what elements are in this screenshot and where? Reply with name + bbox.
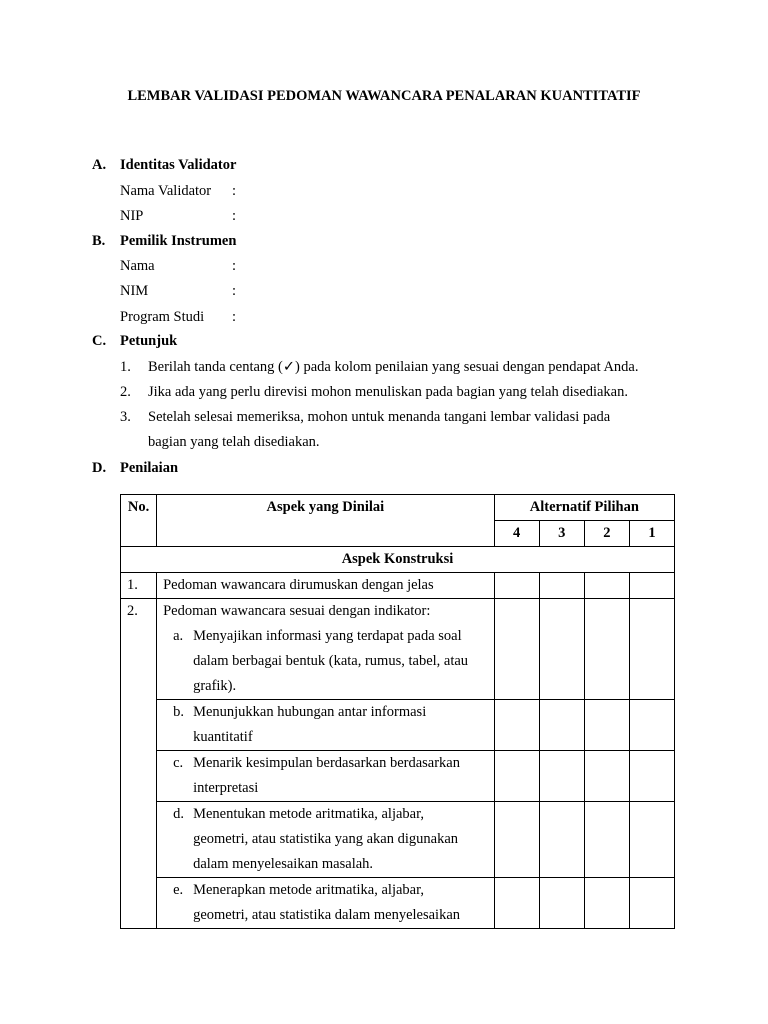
section-title: Penilaian bbox=[120, 460, 179, 476]
rating-cell-1[interactable] bbox=[629, 751, 674, 802]
rating-cell-4[interactable] bbox=[494, 700, 539, 751]
rating-cell-4[interactable] bbox=[494, 878, 539, 929]
sub-item-e bbox=[163, 878, 494, 928]
section-b-heading bbox=[92, 233, 236, 250]
rating-cell-2[interactable] bbox=[584, 751, 629, 802]
section-d-heading bbox=[92, 460, 178, 477]
table-row bbox=[121, 878, 675, 929]
row-number: 1. bbox=[121, 573, 157, 599]
instruction-number: 3. bbox=[120, 409, 131, 425]
sub-item-d bbox=[163, 802, 494, 877]
assessment-table bbox=[120, 494, 675, 929]
rating-cell-4[interactable] bbox=[494, 573, 539, 599]
sub-label: b. bbox=[173, 704, 184, 720]
table-header-row bbox=[121, 495, 675, 521]
rating-cell-2[interactable] bbox=[584, 878, 629, 929]
group-row bbox=[121, 547, 675, 573]
section-c-heading bbox=[92, 333, 177, 350]
row-aspect bbox=[157, 802, 495, 878]
row-aspect bbox=[157, 878, 495, 929]
sub-line: Menunjukkan hubungan antar informasi bbox=[193, 704, 427, 720]
rating-cell-1[interactable] bbox=[629, 599, 674, 700]
instruction-number: 1. bbox=[120, 359, 131, 375]
field-label: Nama Validator bbox=[120, 183, 212, 199]
section-title: Pemilik Instrumen bbox=[120, 233, 237, 249]
section-title: Identitas Validator bbox=[120, 157, 237, 173]
rating-cell-3[interactable] bbox=[539, 878, 584, 929]
sub-line: dalam berbagai bentuk (kata, rumus, tabel, atau bbox=[193, 653, 469, 669]
sub-line: interpretasi bbox=[193, 780, 259, 796]
instruction-text: Setelah selesai memeriksa, mohon untuk menanda tangani lembar validasi pada bbox=[148, 409, 611, 425]
row-aspect-intro: Pedoman wawancara sesuai dengan indikator: bbox=[163, 603, 431, 619]
option-2-header: 2 bbox=[584, 521, 629, 547]
sub-label: c. bbox=[173, 755, 184, 771]
field-nama-validator bbox=[120, 183, 236, 200]
field-label: NIM bbox=[120, 283, 149, 299]
instruction-number: 2. bbox=[120, 384, 131, 400]
rating-cell-3[interactable] bbox=[539, 700, 584, 751]
rating-cell-4[interactable] bbox=[494, 802, 539, 878]
field-program-studi bbox=[120, 309, 236, 326]
rating-cell-4[interactable] bbox=[494, 599, 539, 700]
sub-line: Menyajikan informasi yang terdapat pada soal bbox=[193, 628, 462, 644]
sub-line: Menentukan metode aritmatika, aljabar, bbox=[193, 806, 424, 822]
field-label: Program Studi bbox=[120, 309, 205, 325]
rating-cell-1[interactable] bbox=[629, 573, 674, 599]
sub-line: grafik). bbox=[193, 678, 237, 694]
group-title: Aspek Konstruksi bbox=[121, 547, 675, 573]
sub-label: d. bbox=[173, 806, 184, 822]
rating-cell-2[interactable] bbox=[584, 599, 629, 700]
page-title: LEMBAR VALIDASI PEDOMAN WAWANCARA PENALARAN KUANTITATIF bbox=[127, 88, 641, 104]
rating-cell-1[interactable] bbox=[629, 700, 674, 751]
sub-line: geometri, atau statistika dalam menyelesaikan bbox=[193, 907, 461, 923]
table-row bbox=[121, 599, 675, 700]
rating-cell-3[interactable] bbox=[539, 751, 584, 802]
sub-line: geometri, atau statistika yang akan digunakan bbox=[193, 831, 459, 847]
row-aspect bbox=[157, 751, 495, 802]
table-row bbox=[121, 751, 675, 802]
header-options: Alternatif Pilihan bbox=[494, 495, 674, 521]
sub-line: kuantitatif bbox=[193, 729, 253, 745]
sub-item-a bbox=[163, 624, 494, 699]
option-1-header: 1 bbox=[629, 521, 674, 547]
section-letter: D. bbox=[92, 460, 107, 476]
instruction-text: bagian yang telah disediakan. bbox=[148, 434, 320, 450]
sub-label: e. bbox=[173, 882, 184, 898]
field-colon: : bbox=[232, 258, 237, 274]
sub-line: Menarik kesimpulan berdasarkan berdasarkan bbox=[193, 755, 460, 771]
section-title: Petunjuk bbox=[120, 333, 178, 349]
sub-line: dalam menyelesaikan masalah. bbox=[193, 856, 374, 872]
option-4-header: 4 bbox=[494, 521, 539, 547]
rating-cell-1[interactable] bbox=[629, 878, 674, 929]
field-colon: : bbox=[232, 309, 237, 325]
row-aspect: Pedoman wawancara dirumuskan dengan jelas bbox=[157, 573, 495, 599]
field-colon: : bbox=[232, 208, 237, 224]
header-no: No. bbox=[121, 495, 157, 547]
field-label: Nama bbox=[120, 258, 155, 274]
sub-item-c bbox=[163, 751, 494, 801]
row-aspect bbox=[157, 599, 495, 700]
field-nip bbox=[120, 208, 236, 225]
rating-cell-3[interactable] bbox=[539, 802, 584, 878]
row-number: 2. bbox=[121, 599, 157, 929]
rating-cell-2[interactable] bbox=[584, 802, 629, 878]
rating-cell-1[interactable] bbox=[629, 802, 674, 878]
field-label: NIP bbox=[120, 208, 144, 224]
rating-cell-3[interactable] bbox=[539, 599, 584, 700]
rating-cell-2[interactable] bbox=[584, 700, 629, 751]
field-colon: : bbox=[232, 183, 237, 199]
rating-cell-4[interactable] bbox=[494, 751, 539, 802]
sub-item-b bbox=[163, 700, 494, 750]
header-aspect: Aspek yang Dinilai bbox=[157, 495, 495, 547]
field-nim bbox=[120, 283, 236, 300]
table-row bbox=[121, 573, 675, 599]
table-row bbox=[121, 700, 675, 751]
option-3-header: 3 bbox=[539, 521, 584, 547]
table-row bbox=[121, 802, 675, 878]
instruction-text: Jika ada yang perlu direvisi mohon menuliskan pada bagian yang telah disediakan. bbox=[148, 384, 628, 400]
section-a-heading bbox=[92, 157, 236, 174]
section-letter: C. bbox=[92, 333, 107, 349]
sub-line: Menerapkan metode aritmatika, aljabar, bbox=[193, 882, 424, 898]
sub-label: a. bbox=[173, 628, 184, 644]
section-letter: B. bbox=[92, 233, 106, 249]
section-letter: A. bbox=[92, 157, 107, 173]
rating-cell-3[interactable] bbox=[539, 573, 584, 599]
field-nama bbox=[120, 258, 236, 275]
instruction-text: Berilah tanda centang (✓) pada kolom penilaian yang sesuai dengan pendapat Anda. bbox=[148, 359, 639, 375]
row-aspect bbox=[157, 700, 495, 751]
rating-cell-2[interactable] bbox=[584, 573, 629, 599]
field-colon: : bbox=[232, 283, 237, 299]
